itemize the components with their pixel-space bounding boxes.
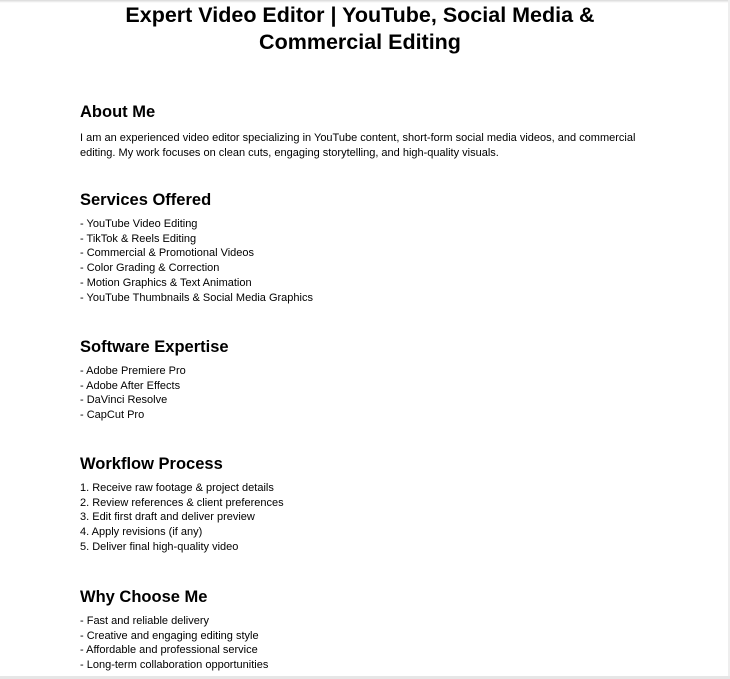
section-why [80, 587, 680, 673]
list-item: 1. Receive raw footage & project details [80, 482, 274, 494]
list-item: - Creative and engaging editing style [80, 629, 259, 642]
list-item: 3. Edit first draft and deliver preview [80, 511, 255, 524]
list-item: 4. Apply revisions (if any) [80, 526, 203, 539]
list-item: - Affordable and professional service [80, 644, 258, 657]
workflow-list [80, 481, 680, 555]
list-item: 2. Review references & client preferences [80, 496, 284, 509]
list-item: - YouTube Thumbnails & Social Media Graphics [80, 291, 313, 304]
services-list [80, 217, 680, 305]
software-list [80, 364, 680, 423]
list-item: - Color Grading & Correction [80, 262, 220, 275]
list-item: - Commercial & Promotional Videos [80, 247, 255, 260]
list-item: - DaVinci Resolve [80, 394, 168, 407]
list-item: - Motion Graphics & Text Animation [80, 276, 252, 289]
section-heading-software: Software Expertise [80, 338, 229, 356]
section-heading-why: Why Choose Me [80, 588, 208, 606]
list-item: 5. Deliver final high-quality video [80, 540, 239, 553]
list-item: - Adobe After Effects [80, 379, 181, 392]
document-title: Expert Video Editor | YouTube, Social Media & Commercial Editing [125, 3, 595, 54]
section-heading-workflow: Workflow Process [80, 455, 223, 473]
section-about [80, 102, 680, 160]
section-heading-about: About Me [80, 103, 156, 121]
section-software [80, 337, 680, 423]
about-paragraph: I am an experienced video editor specializing in YouTube content, short-form social media videos, and commercial editing. My work focuses on clean cuts, engaging storytelling, and high-quality visuals. [80, 132, 636, 159]
section-heading-services: Services Offered [80, 191, 212, 209]
list-item: - TikTok & Reels Editing [80, 232, 197, 245]
section-services [80, 190, 680, 305]
list-item: - Long-term collaboration opportunities [80, 659, 269, 672]
section-workflow [80, 454, 680, 555]
list-item: - YouTube Video Editing [80, 218, 198, 230]
list-item: - CapCut Pro [80, 409, 145, 422]
why-list [80, 614, 680, 673]
list-item: - Adobe Premiere Pro [80, 365, 186, 377]
list-item: - Fast and reliable delivery [80, 615, 210, 627]
